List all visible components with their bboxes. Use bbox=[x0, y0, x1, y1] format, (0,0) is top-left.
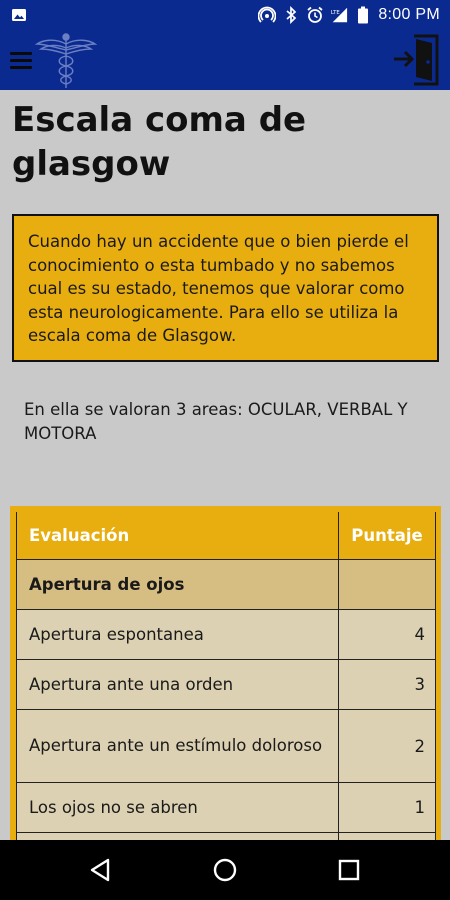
svg-text:LTE: LTE bbox=[331, 10, 341, 17]
row-label: Apertura ante un estímulo doloroso bbox=[17, 710, 339, 783]
status-bar bbox=[0, 0, 450, 30]
row-label: Los ojos no se abren bbox=[17, 783, 339, 833]
row-score: 1 bbox=[339, 783, 436, 833]
bluetooth-icon bbox=[282, 6, 300, 24]
row-score: 2 bbox=[339, 710, 436, 783]
row-score: 4 bbox=[339, 610, 436, 660]
hotspot-icon bbox=[258, 6, 276, 24]
section-score-cell bbox=[339, 560, 436, 610]
info-box bbox=[12, 214, 439, 362]
info-box-text: Cuando hay un accidente que o bien pierde el conocimiento o esta tumbado y no sabemos cual es su estado, tenemos que valorar como esta neurologicamente. Para ello se utiliza la escala coma de Glasgow. bbox=[28, 232, 409, 345]
section-label: Apertura de ojos bbox=[17, 560, 339, 610]
system-nav-bar bbox=[0, 840, 450, 900]
battery-icon bbox=[354, 6, 372, 24]
content-area[interactable] bbox=[0, 90, 450, 840]
home-icon[interactable] bbox=[210, 855, 240, 885]
header-score: Puntaje bbox=[339, 512, 436, 560]
app-bar bbox=[0, 30, 450, 90]
back-icon[interactable] bbox=[86, 855, 116, 885]
table-row bbox=[17, 783, 436, 833]
alarm-icon bbox=[306, 6, 324, 24]
row-score-partial bbox=[339, 833, 436, 841]
table-row bbox=[17, 660, 436, 710]
table-row-partial bbox=[17, 833, 436, 841]
clock: 8:00 PM bbox=[378, 6, 440, 23]
page-title: Escala coma de glasgow bbox=[12, 100, 307, 184]
lte-signal-icon bbox=[330, 6, 348, 24]
glasgow-table bbox=[10, 506, 441, 840]
recents-icon[interactable] bbox=[334, 855, 364, 885]
menu-icon[interactable] bbox=[10, 48, 32, 70]
row-label: Apertura espontanea bbox=[17, 610, 339, 660]
row-label-partial bbox=[17, 833, 339, 841]
row-label: Apertura ante una orden bbox=[17, 660, 339, 710]
table-section-row bbox=[17, 560, 436, 610]
table-row bbox=[17, 710, 436, 783]
image-icon bbox=[10, 6, 28, 24]
intro-text: En ella se valoran 3 areas: OCULAR, VERBAL Y MOTORA bbox=[24, 400, 408, 443]
exit-door-icon[interactable] bbox=[392, 33, 444, 87]
row-score: 3 bbox=[339, 660, 436, 710]
header-evaluation: Evaluación bbox=[17, 512, 339, 560]
caduceus-logo-icon bbox=[35, 32, 97, 90]
table-row bbox=[17, 610, 436, 660]
